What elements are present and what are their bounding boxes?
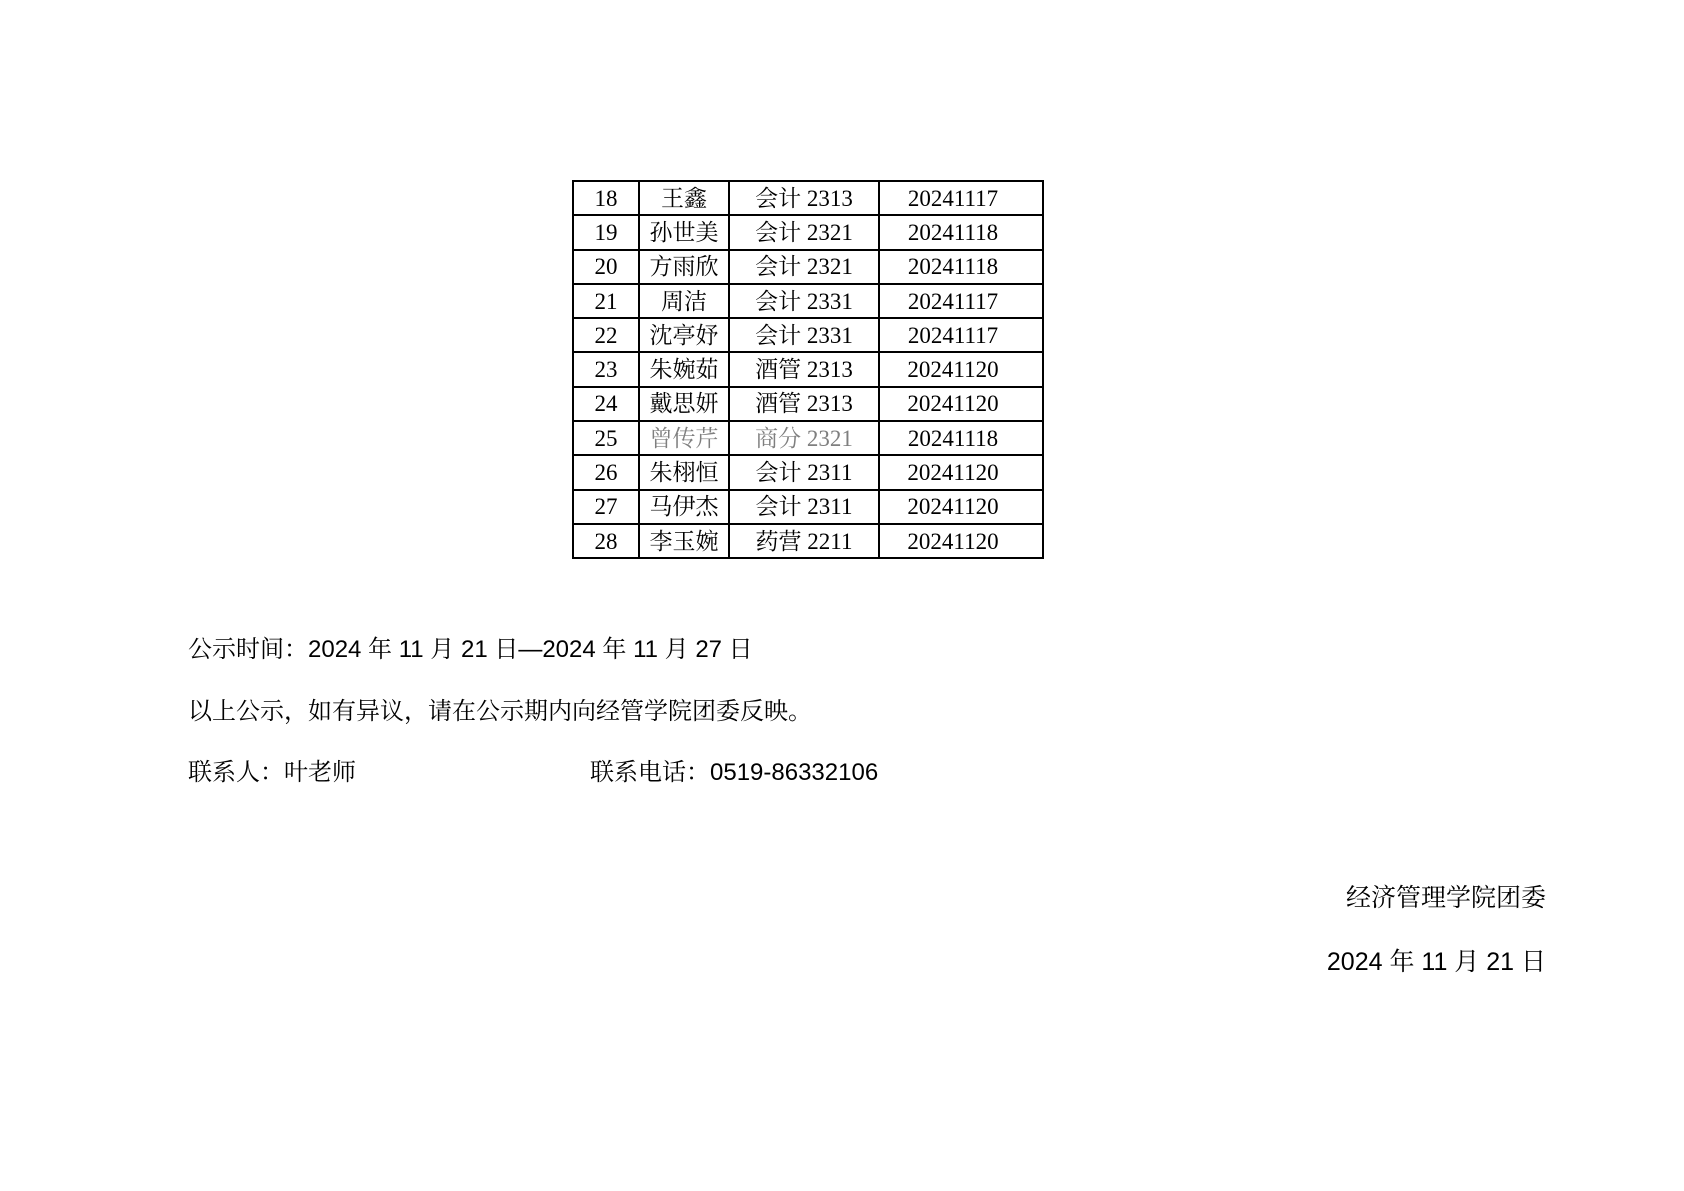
date-cell: 20241120 (879, 524, 1043, 558)
contact-person-text: 联系人：叶老师 (188, 759, 356, 786)
date-cell: 20241117 (879, 181, 1043, 215)
class-cell: 会计 2331 (729, 318, 879, 352)
date-cell: 20241120 (879, 352, 1043, 386)
table-row (573, 387, 1043, 421)
class-cell: 酒管 2313 (729, 352, 879, 386)
table-row (573, 352, 1043, 386)
class-cell: 商分 2321 (729, 421, 879, 455)
class-cell: 会计 2321 (729, 250, 879, 284)
seq-cell: 24 (573, 387, 639, 421)
class-cell: 会计 2313 (729, 181, 879, 215)
table-row (573, 215, 1043, 249)
seq-cell: 28 (573, 524, 639, 558)
seq-cell: 26 (573, 455, 639, 489)
seq-cell: 25 (573, 421, 639, 455)
class-cell: 会计 2311 (729, 490, 879, 524)
table-row (573, 318, 1043, 352)
name-cell: 朱婉茹 (639, 352, 729, 386)
class-cell: 会计 2331 (729, 284, 879, 318)
seq-cell: 19 (573, 215, 639, 249)
seq-cell: 18 (573, 181, 639, 215)
name-cell: 孙世美 (639, 215, 729, 249)
date-cell: 20241120 (879, 455, 1043, 489)
name-cell: 戴思妍 (639, 387, 729, 421)
name-cell: 马伊杰 (639, 490, 729, 524)
name-cell: 沈亭妤 (639, 318, 729, 352)
table-row (573, 250, 1043, 284)
name-cell: 李玉婉 (639, 524, 729, 558)
table-row (573, 455, 1043, 489)
table-row (573, 284, 1043, 318)
class-cell: 药营 2211 (729, 524, 879, 558)
class-cell: 会计 2321 (729, 215, 879, 249)
table-row (573, 524, 1043, 558)
seq-cell: 21 (573, 284, 639, 318)
name-cell: 王鑫 (639, 181, 729, 215)
roster-table-container (572, 180, 1044, 559)
date-cell: 20241117 (879, 318, 1043, 352)
date-cell: 20241117 (879, 284, 1043, 318)
seq-cell: 22 (573, 318, 639, 352)
seq-cell: 27 (573, 490, 639, 524)
name-cell: 曾传芹 (639, 421, 729, 455)
date-cell: 20241118 (879, 250, 1043, 284)
roster-table (572, 180, 1044, 559)
table-row (573, 181, 1043, 215)
objection-notice-text: 以上公示，如有异议，请在公示期内向经管学院团委反映。 (188, 698, 812, 725)
name-cell: 周洁 (639, 284, 729, 318)
publicity-period-text: 公示时间：2024 年 11 月 21 日—2024 年 11 月 27 日 (188, 636, 753, 663)
name-cell: 方雨欣 (639, 250, 729, 284)
date-cell: 20241118 (879, 215, 1043, 249)
class-cell: 会计 2311 (729, 455, 879, 489)
seq-cell: 20 (573, 250, 639, 284)
date-cell: 20241118 (879, 421, 1043, 455)
contact-phone-text: 联系电话：0519-86332106 (590, 759, 879, 786)
date-cell: 20241120 (879, 490, 1043, 524)
name-cell: 朱栩恒 (639, 455, 729, 489)
table-row (573, 421, 1043, 455)
signature-date: 2024 年 11 月 21 日 (1326, 948, 1546, 976)
table-row (573, 490, 1043, 524)
date-cell: 20241120 (879, 387, 1043, 421)
signature-org: 经济管理学院团委 (1345, 884, 1546, 912)
seq-cell: 23 (573, 352, 639, 386)
class-cell: 酒管 2313 (729, 387, 879, 421)
